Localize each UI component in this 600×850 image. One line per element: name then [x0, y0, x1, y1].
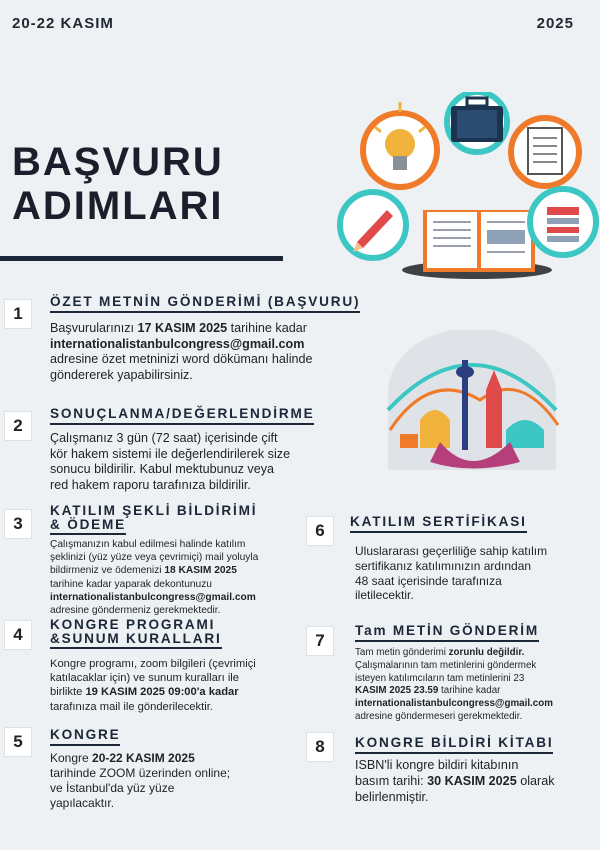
- step-2-title: SONUÇLANMA/DEĞERLENDİRME: [50, 406, 314, 425]
- step-8-number: 8: [306, 732, 334, 762]
- step-6-number: 6: [306, 516, 334, 546]
- page-title: BAŞVURU ADIMLARI: [12, 140, 224, 228]
- title-divider: [0, 256, 283, 261]
- event-dates: 20-22 KASIM: [12, 15, 114, 32]
- notepad-icon: [511, 118, 579, 186]
- step-5-title: KONGRE: [50, 727, 120, 746]
- open-book-icon: [423, 210, 535, 272]
- step-5-number: 5: [4, 727, 32, 757]
- step-8-title: KONGRE BİLDİRİ KİTABI: [355, 735, 553, 754]
- event-year: 2025: [536, 15, 574, 32]
- step-4-number: 4: [4, 620, 32, 650]
- step-3-title: KATILIM ŞEKLİ BİLDİRİMİ & ÖDEME: [50, 504, 257, 535]
- step-4-text: Kongre programı, zoom bilgileri (çevrimiçi katılacaklar için) ve sunum kuralları ile birlikte 19 KASIM 2025 09:00'a kadar tarafınıza mail ile gönderilecektir.: [50, 658, 256, 713]
- step-7-title: Tam METİN GÖNDERİM: [355, 623, 539, 642]
- briefcase-icon: [447, 92, 507, 152]
- step-2-number: 2: [4, 411, 32, 441]
- step-5-text: Kongre 20-22 KASIM 2025 tarihinde ZOOM üzerinden online; ve İstanbul'da yüz yüze yapılacaktır.: [50, 751, 231, 810]
- document-icon: [530, 189, 596, 255]
- step-3-number: 3: [4, 509, 32, 539]
- step-6-title: KATILIM SERTİFİKASI: [350, 514, 527, 533]
- step-2-text: Çalışmanız 3 gün (72 saat) içerisinde çift kör hakem sistemi ile değerlendirilerek size sonucu bildirilir. Kabul mektubunuz veya red hakem raporu tarafınıza bildirilir.: [50, 431, 291, 492]
- step-8-text: ISBN'li kongre bildiri kitabının basım tarihi: 30 KASIM 2025 olarak belirlenmiştir.: [355, 758, 555, 804]
- pencil-icon: [340, 192, 406, 258]
- step-1-number: 1: [4, 299, 32, 329]
- lightbulb-icon: [363, 102, 437, 187]
- application-illustration: [335, 92, 600, 287]
- step-7-number: 7: [306, 626, 334, 656]
- istanbul-skyline-icon: [380, 330, 565, 470]
- step-1-title: ÖZET METNİN GÖNDERİMİ (BAŞVURU): [50, 294, 360, 313]
- step-7-text: Tam metin gönderimi zorunlu değildir. Çalışmalarının tam metinlerini göndermek isteyen katılımcıların tam metinlerini 23 KASIM 2025 23.59 tarihine kadar internationalistanbulcongress@gmail.com adresine göndermeseri gerekmektedir.: [355, 647, 553, 722]
- step-6-text: Uluslararası geçerliliğe sahip katılım sertifikanız katılımınızın ardından 48 saat içerisinde tarafınıza iletilecektir.: [355, 544, 548, 603]
- step-3-text: Çalışmanızın kabul edilmesi halinde katılım şeklinizi (yüz yüze veya çevrimiçi) mail yoluyla bildirmeniz ve ödemenizi 18 KASIM 2025 tarihine kadar yaparak dekontunuzu internationalistanbulcongress@gmail.com adresine göndermeniz gerekmektedir.: [50, 539, 259, 617]
- step-1-text: Başvurularınızı 17 KASIM 2025 tarihine kadar internationalistanbulcongress@gmail.com adresine özet metninizi word dökümanı halinde göndererek yapabilirsiniz.: [50, 321, 313, 382]
- step-4-title: KONGRE PROGRAMI &SUNUM KURALLARI: [50, 618, 222, 649]
